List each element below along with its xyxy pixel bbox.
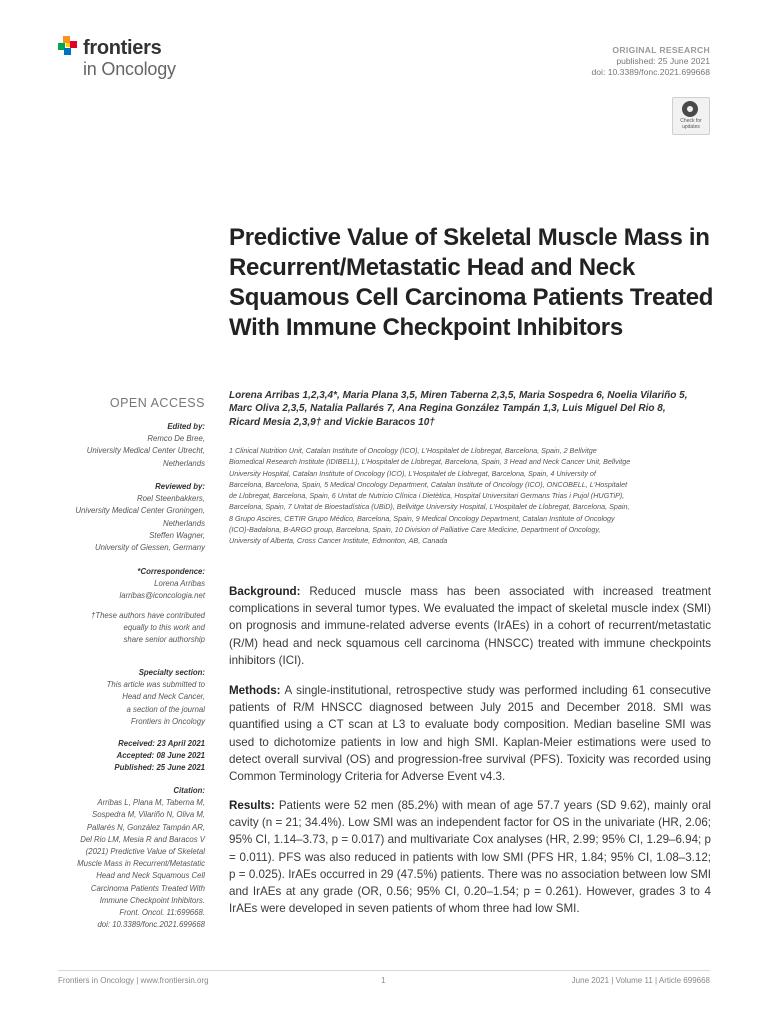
affiliation-line: Barcelona, Spain, 7 Unitat de Bioestadística (UBiD), Bellvitge University Hospital, L'Hospitalet de Llobregat, Barcelona, Spain,: [229, 502, 630, 512]
results-text: Patients were 52 men (85.2%) with mean of age 57.7 years (SD 9.62), mainly oral cavity (n = 21; 34.4%). Low SMI was an independent factor for OS in the univariate (HR, 2.06; 95% CI, 1.14–3.73, p = 0.017) and multivariate Cox analyses (HR, 2.99; 95% CI, 1.29–6.94; p = 0.011). PFS was also reduced in patients with low SMI (PFS HR, 1.84; 95% CI, 1.08–3.12; p = 0.025). IrAEs occurred in 29 (47.5%) patients. There was no association between low SMI and IrAEs at any grade (OR, 0.56; 95% CI, 0.20–1.54; p = 0.261). However, grades 3 to 4 IrAEs were developed in seven patients of whom three had low SMI.: [229, 799, 711, 916]
correspondence-label: *Correspondence:: [137, 567, 205, 576]
dates-section: [50, 738, 205, 775]
check-updates-icon: [682, 101, 698, 117]
sidebar-line: share senior authorship: [123, 635, 205, 645]
reviewed-by-section: [50, 481, 205, 554]
affiliation-line: 8 Grupo Ascires, CETIR Grupo Médico, Barcelona, Spain, 9 Medical Oncology Department, Catalan Institute of Oncology: [229, 513, 615, 523]
journal-logo: [57, 33, 197, 83]
footer-page-number: 1: [381, 976, 386, 985]
sidebar-line: Arribas L, Plana M, Taberna M,: [97, 798, 205, 808]
open-access-label: OPEN ACCESS: [109, 396, 205, 410]
journal-name-line2: in Oncology: [83, 59, 176, 79]
author-line[interactable]: Marc Oliva 2,3,5, Natalia Pallarés 7, Ana Regina González Tampán 1,3, Luis Miguel Del Rio 8,: [229, 403, 666, 415]
sidebar-line: Sospedra M, Vilariño N, Oliva M,: [92, 810, 205, 820]
results-label: Results:: [229, 799, 275, 812]
sidebar-line: equally to this work and: [123, 623, 205, 633]
affiliation-line: University Hospital, Catalan Institute of Oncology (ICO), L'Hospitalet de Llobregat, Barcelona, Spain, 4 University of: [229, 468, 596, 478]
sidebar-line: Remco De Bree,: [147, 434, 205, 444]
correspondence-section: [50, 566, 205, 603]
received-date: Received: 23 April 2021: [118, 739, 205, 748]
citation-doi[interactable]: doi: 10.3389/fonc.2021.699668: [97, 920, 205, 930]
reviewed-by-label: Reviewed by:: [155, 482, 205, 491]
sidebar-line: University Medical Center Utrecht,: [86, 446, 205, 456]
correspondence-email[interactable]: larribas@iconcologia.net: [119, 591, 205, 601]
citation-section: [50, 785, 205, 931]
citation-label: Citation:: [173, 786, 205, 795]
sidebar-line: Steffen Wagner,: [149, 530, 205, 540]
sidebar-line: Pallarés N, González Tampán AR,: [86, 822, 205, 832]
sidebar-line: Carcinoma Patients Treated With: [90, 883, 205, 893]
sidebar-line: University of Giessen, Germany: [94, 543, 205, 553]
affiliation-line: 1 Clinical Nutrition Unit, Catalan Institute of Oncology (ICO), L'Hospitalet de Llobregat, Barcelona, Spain, 2 Bellvitge: [229, 446, 597, 455]
sidebar-line: Del Rio LM, Mesia R and Baracos V: [80, 834, 205, 844]
methods-label: Methods:: [229, 684, 281, 697]
sidebar-line: (2021) Predictive Value of Skeletal: [85, 847, 205, 857]
abstract-results: [229, 797, 711, 917]
frontiers-logo-icon: [57, 36, 79, 58]
footer-divider: [58, 970, 710, 971]
specialty-section: [50, 667, 205, 728]
abstract-methods: [229, 682, 711, 785]
article-doi[interactable]: doi: 10.3389/fonc.2021.699668: [591, 67, 710, 77]
affiliation-line: de Llobregat, Barcelona, Spain, 6 Unitat de Nutricio Clínica i Dietètica, Hospital Universitari Germans Trias i Pujol (HUGTiP),: [229, 491, 625, 501]
article-type: ORIGINAL RESEARCH: [612, 45, 710, 55]
sidebar-line: Front. Oncol. 11:699668.: [119, 908, 205, 918]
methods-text: A single-institutional, retrospective study was performed including 61 consecutive patients of R/M HNSCC diagnosed between July 2015 and December 2018. SMI was quantified using a CT scan at L3 to evaluate body composition. Median baseline SMI was used to dichotomize patients in low and high SMI. Kaplan-Meier estimations were used to detect overall survival (OS) and progression-free survival (PFS). Toxicity was recorded using Common Terminology Criteria for Adverse Event v4.3.: [229, 684, 711, 784]
specialty-label: Specialty section:: [138, 668, 205, 677]
sidebar-line: Lorena Arribas: [154, 579, 205, 589]
author-list: [229, 389, 729, 429]
sidebar-line: †These authors have contributed: [91, 611, 205, 620]
sidebar-line: Netherlands: [162, 458, 205, 468]
sidebar-line: Muscle Mass in Recurrent/Metastatic: [77, 859, 205, 869]
article-header-meta: [591, 45, 710, 78]
affiliations: [229, 445, 715, 547]
author-line[interactable]: Lorena Arribas 1,2,3,4*, Maria Plana 3,5, Miren Taberna 2,3,5, Maria Sospedra 6, Noelia Vilariño 5,: [229, 390, 688, 401]
edited-by-section: [50, 421, 205, 470]
footer-issue: June 2021 | Volume 11 | Article 699668: [571, 976, 710, 985]
sidebar-line: Frontiers in Oncology: [130, 716, 205, 726]
accepted-date: Accepted: 08 June 2021: [116, 751, 205, 761]
author-line[interactable]: Ricard Mesia 2,3,9† and Vickie Baracos 10†: [229, 416, 435, 428]
sidebar-line: This article was submitted to: [106, 680, 205, 690]
abstract-background: [229, 583, 711, 669]
sidebar-line: Immune Checkpoint Inhibitors.: [99, 895, 205, 905]
check-for-updates-badge[interactable]: [672, 97, 710, 135]
sidebar-line: Roel Steenbakkers,: [136, 494, 205, 504]
sidebar-line: a section of the journal: [126, 704, 205, 714]
background-label: Background:: [229, 585, 301, 598]
edited-by-label: Edited by:: [167, 422, 205, 431]
journal-name-line1: frontiers: [83, 37, 162, 59]
contribution-note: [50, 610, 205, 647]
check-updates-label: Check for updates: [680, 118, 702, 130]
affiliation-line: (ICO)-Badalona, B-ARGO group, Barcelona, Spain, 10 Division of Palliative Care Medicine, Department of Oncology,: [229, 525, 601, 535]
sidebar-line: Netherlands: [162, 518, 205, 528]
background-text: Reduced muscle mass has been associated with increased treatment complications in several tumor types. We evaluated the impact of skeletal muscle index (SMI) on prognosis and immune-related adverse events (IrAEs) in a cohort of recurrent/metastatic (R/M) head and neck squamous cell carcinoma (HNSCC) treated with immune checkpoints inhibitors (ICI).: [229, 585, 711, 667]
sidebar-line: Head and Neck Cancer,: [122, 692, 205, 702]
article-title: Predictive Value of Skeletal Muscle Mass in Recurrent/Metastatic Head and Neck Squamous Cell Carcinoma Patients Treated With Immune Checkpoint Inhibitors: [229, 224, 714, 341]
affiliation-line: Barcelona, Barcelona, Spain, 5 Medical Oncology Department, Catalan Institute of Oncology (ICO), ONCOBELL, L'Hospitalet: [229, 479, 628, 489]
sidebar-line: Head and Neck Squamous Cell: [96, 871, 205, 881]
footer-journal[interactable]: Frontiers in Oncology | www.frontiersin.org: [58, 976, 209, 985]
published-date-side: Published: 25 June 2021: [114, 763, 205, 773]
sidebar-line: University Medical Center Groningen,: [75, 506, 205, 516]
affiliation-line: University of Alberta, Cross Cancer Institute, Edmonton, AB, Canada: [229, 536, 448, 546]
affiliation-line: Biomedical Research Institute (IDIBELL), L'Hospitalet de Llobregat, Barcelona, Spain, 3 Head and Neck Cancer Unit, Bellvitge: [229, 457, 631, 467]
published-date: published: 25 June 2021: [616, 56, 710, 66]
